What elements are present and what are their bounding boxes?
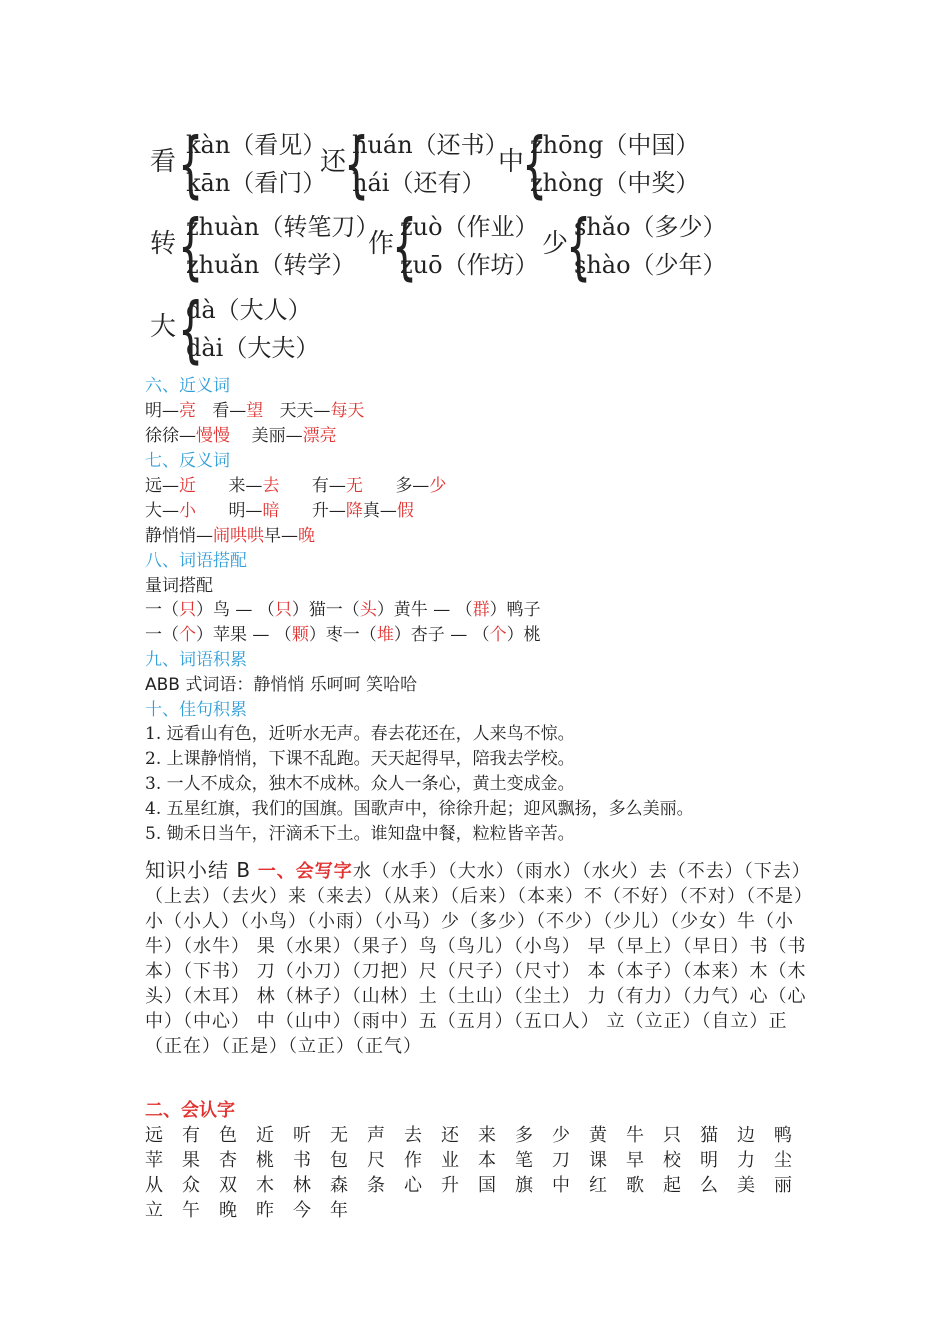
answer: 头 [359,600,377,620]
answer: 假 [396,501,414,521]
sentence-item: 2. 上课静悄悄，下课不乱跑。天天起得早，陪我去学校。 [145,749,575,769]
read-char: 无 [330,1125,350,1146]
answer: 晚 [298,526,315,546]
read-char: 本 [478,1150,498,1171]
polyphone-char: 转 [150,229,177,259]
read-char: 力 [737,1150,757,1171]
abb-words: 式词语：静悄悄 乐呵呵 笑哈哈 [179,675,418,695]
word: 静悄悄— [145,526,213,546]
sentence-item: 1. 远看山有色，近听水无声。春去花还在，人来鸟不惊。 [145,724,575,744]
read-char: 今 [293,1200,313,1221]
antonym-line-3 [145,524,315,549]
brace-icon: { [566,204,592,288]
brace-icon: { [344,122,370,206]
read-char: 国 [478,1175,498,1196]
polyphone-char: 大 [150,312,177,342]
summary-b-title: 知识小结 B [145,858,252,882]
read-row [145,1148,825,1173]
read-char: 明 [700,1150,720,1171]
reading-1: zhuàn（转笔刀） [186,213,380,241]
answer: 暗 [262,501,280,521]
read-char: 歌 [626,1175,646,1196]
read-char: 心 [404,1175,424,1196]
read-char: 森 [330,1175,350,1196]
read-char: 昨 [256,1200,276,1221]
section-9-title: 九、词语积累 [145,650,247,670]
read-row [145,1198,825,1223]
read-char: 中 [552,1175,572,1196]
read-char: 还 [441,1125,461,1146]
read-char: 书 [293,1150,313,1171]
reading-1: zuò（作业） [400,213,539,241]
text: ）鸭子 [489,600,541,620]
read-char: 课 [589,1150,609,1171]
word: 升— [311,501,346,521]
read-char: 双 [219,1175,239,1196]
answer: 慢慢 [196,426,230,446]
read-char: 猫 [700,1125,720,1146]
section-8-title: 八、词语搭配 [145,551,247,571]
read-char: 黄 [589,1125,609,1146]
answer: 个 [179,625,196,645]
word: 明— [145,401,179,421]
polyphone-char: 还 [320,147,347,177]
word: 早— [264,526,298,546]
word: 有— [311,476,346,496]
read-char: 林 [293,1175,313,1196]
reading-2: shào（少年） [574,251,727,279]
brace-icon: { [178,204,204,288]
answer: 亮 [179,401,196,421]
measure-word-line-1 [145,598,541,623]
brace-icon: { [392,204,418,288]
read-row [145,1173,825,1198]
reading-2: zuō（作坊） [400,251,539,279]
reading-2: zhòng（中奖） [530,169,700,197]
write-characters-paragraph [145,858,810,1059]
read-char: 少 [552,1125,572,1146]
text: ）杏子 — （ [393,625,490,645]
read-char: 鸭 [774,1125,794,1146]
text: ）黄牛 — （ [376,600,473,620]
read-char: 红 [589,1175,609,1196]
text: 一（ [145,600,179,620]
read-char: 只 [663,1125,683,1146]
abb-words-line [145,673,417,698]
word: 真— [362,501,397,521]
read-char: 从 [145,1175,165,1196]
read-char: 丽 [774,1175,794,1196]
sentence-item: 3. 一人不成众，独木不成林。众人一条心，黄土变成金。 [145,774,575,794]
word: 美丽— [251,426,303,446]
read-char: 起 [663,1175,683,1196]
read-char: 多 [515,1125,535,1146]
abb-label: ABB [145,675,180,695]
read-char: 牛 [626,1125,646,1146]
antonym-line-2 [145,499,414,524]
read-char: 桃 [256,1150,276,1171]
read-char: 色 [219,1125,239,1146]
answer: 只 [179,600,196,620]
answer: 个 [489,625,507,645]
word: 看— [212,401,247,421]
read-char: 业 [441,1150,461,1171]
read-char: 午 [182,1200,202,1221]
read-char: 作 [404,1150,424,1171]
read-char: 晚 [219,1200,239,1221]
answer: 无 [345,476,363,496]
word: 来— [228,476,263,496]
reading-1: shǎo（多少） [574,213,727,241]
measure-word-line-2 [145,623,541,648]
polyphone-char: 中 [498,147,525,177]
read-char: 来 [478,1125,498,1146]
read-char: 苹 [145,1150,165,1171]
synonym-line-1 [145,399,364,424]
read-char: 去 [404,1125,424,1146]
answer: 漂亮 [302,426,337,446]
reading-2: zhuǎn（转学） [186,251,356,279]
word: 多— [395,476,430,496]
word: 明— [228,501,263,521]
reading-2: dài（大夫） [186,334,320,362]
word: 远— [145,476,179,496]
polyphone-char: 少 [542,229,569,259]
polyphone-char: 作 [368,229,395,259]
word: 大— [145,501,179,521]
read-char: 尘 [774,1150,794,1171]
read-char: 有 [182,1125,202,1146]
read-char: 远 [145,1125,165,1146]
read-char: 听 [293,1125,313,1146]
read-char: 声 [367,1125,387,1146]
reading-1: zhōng（中国） [530,131,700,159]
read-char: 年 [330,1200,350,1221]
word: 徐徐— [145,426,196,446]
summary-b [145,858,810,1059]
answer: 望 [246,401,264,421]
text: ）苹果 — （ [196,625,292,645]
reading-2: hái（还有） [352,169,486,197]
read-char: 杏 [219,1150,239,1171]
read-char: 升 [441,1175,461,1196]
answer: 颗 [291,625,309,645]
read-char: 果 [182,1150,202,1171]
read-char: 笔 [515,1150,535,1171]
read-char: 刀 [552,1150,572,1171]
section-8-subtitle: 量词搭配 [145,576,213,596]
read-char: 条 [367,1175,387,1196]
synonym-line-2 [145,424,337,449]
read-char: 早 [626,1150,646,1171]
read-char: 众 [182,1175,202,1196]
text: ）枣一（ [308,625,377,645]
read-char: 么 [700,1175,720,1196]
read-char: 木 [256,1175,276,1196]
read-char: 边 [737,1125,757,1146]
brace-icon: { [178,287,204,371]
answer: 只 [274,600,292,620]
antonym-line-1 [145,474,446,499]
write-characters: 水（水手）（大水）（雨水）（水火）去（不去）（下去）（上去）（去火）来（来去）（从来）（后来）（本来）不（不好）（不对）（不是）小（小人）（小鸟）（小雨）（小马）少（多少）（不少）（少儿）（少女）牛（小牛）（水牛） 果（水果）（果子）鸟（鸟儿）（小鸟） 早（早上）（早日）书（书本）（下书） 刀（小刀）（刀把）尺（尺子）（尺寸） 本（本子）（本来）木（木头）（木耳） 林（林子）（山林）土（土山）（尘土） 力（有力）（力气）心（心中）（中心） 中（山中）（雨中）五（五月）（五口人） 立（立正）（自立）正（正在）（正是）（立正）（正气） [145,861,807,1057]
answer: 少 [429,476,447,496]
text: ）猫一（ [291,600,360,620]
answer: 堆 [376,625,394,645]
answer: 群 [472,600,490,620]
reading-1: kàn（看见） [186,131,327,159]
read-char: 近 [256,1125,276,1146]
text: ）桃 [506,625,541,645]
reading-1: dà（大人） [186,296,312,324]
word: 天天— [279,401,331,421]
answer: 去 [262,476,280,496]
read-row [145,1123,825,1148]
answer: 近 [179,476,196,496]
answer: 降 [345,501,363,521]
read-char: 校 [663,1150,683,1171]
read-char: 旗 [515,1175,535,1196]
read-heading: 二、会认字 [145,1100,235,1121]
section-7-title: 七、反义词 [145,451,230,471]
read-char: 立 [145,1200,165,1221]
answer: 每天 [330,401,365,421]
polyphone-char: 看 [150,147,177,177]
answer: 闹哄哄 [213,526,264,546]
answer: 小 [179,501,196,521]
read-char: 包 [330,1150,350,1171]
section-6-title: 六、近义词 [145,376,230,396]
write-heading: 一、会写字 [257,861,353,882]
sentence-item: 4. 五星红旗，我们的国旗。国歌声中，徐徐升起；迎风飘扬，多么美丽。 [145,799,694,819]
sentence-item: 5. 锄禾日当午，汗滴禾下土。谁知盘中餐，粒粒皆辛苦。 [145,824,575,844]
brace-icon: { [522,122,548,206]
section-10-title: 十、佳句积累 [145,700,247,720]
read-characters [145,1100,825,1223]
read-char: 尺 [367,1150,387,1171]
read-char: 美 [737,1175,757,1196]
text: 一（ [145,625,179,645]
brace-icon: { [178,122,204,206]
text: ）鸟 — （ [196,600,275,620]
reading-1: huán（还书） [352,131,509,159]
reading-2: kān（看门） [186,169,327,197]
